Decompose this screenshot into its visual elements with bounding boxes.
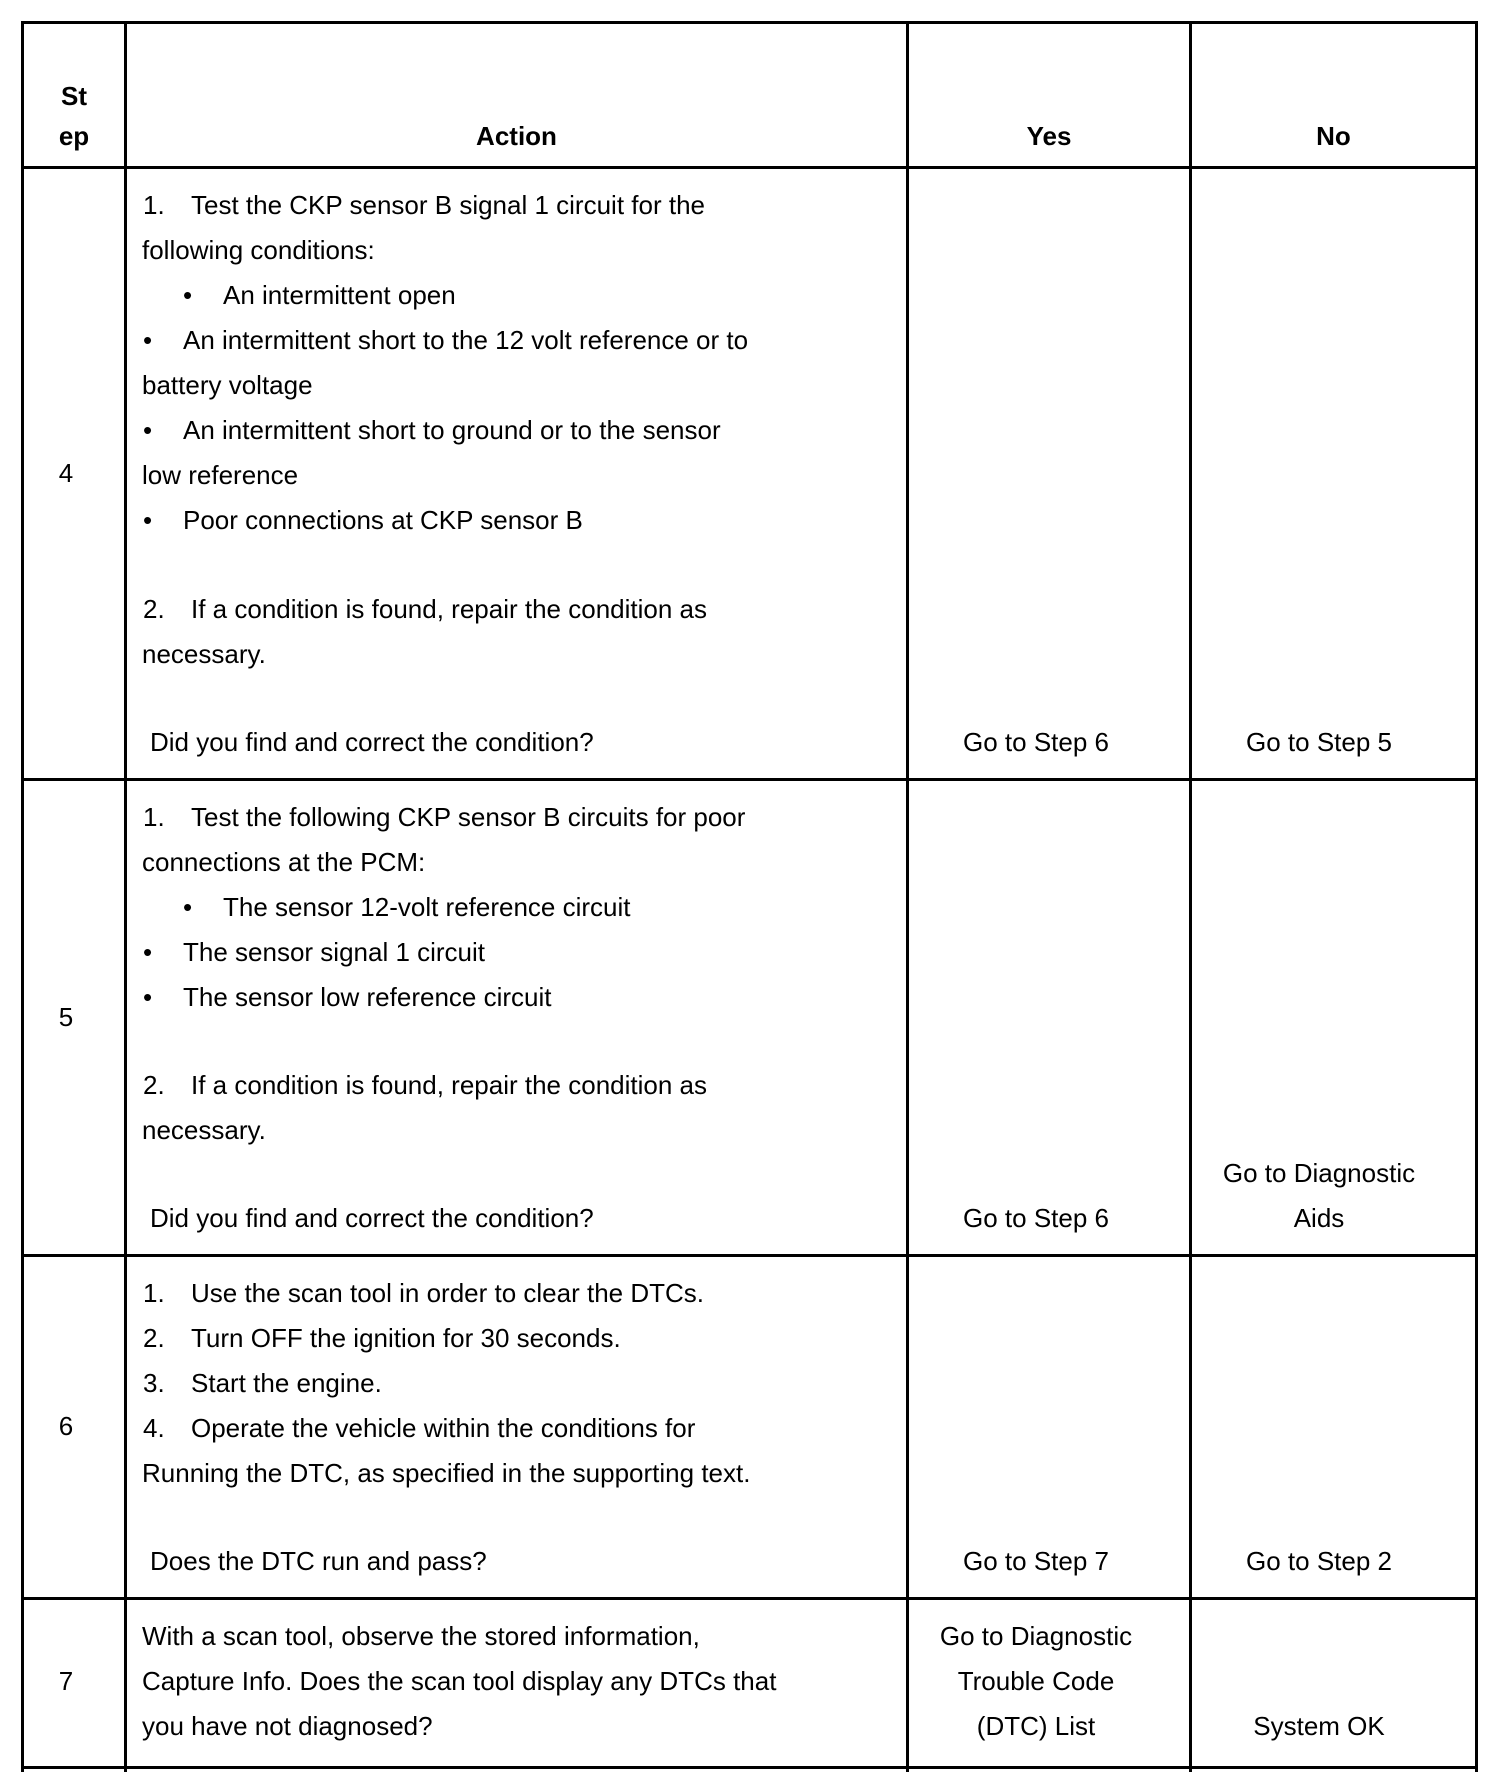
action-item-cont: Running the DTC, as specified in the supporting text.	[142, 1458, 751, 1488]
action-item-2-cont: necessary.	[142, 1115, 266, 1145]
item-number: 4.	[143, 1413, 165, 1443]
item-number: 1.	[143, 802, 165, 832]
action-item	[143, 1316, 621, 1361]
no-result: Go to Step 5	[1246, 727, 1392, 757]
bullet-item-cont: battery voltage	[142, 370, 313, 400]
column-divider-yes	[1189, 21, 1192, 1772]
action-item	[143, 1271, 704, 1316]
no-result	[1192, 1151, 1446, 1241]
bullet-item-cont: low reference	[142, 460, 299, 490]
action-item	[143, 1406, 695, 1451]
action-question: Did you find and correct the condition?	[150, 727, 594, 757]
step-number: 6	[58, 1411, 74, 1441]
yes-result-line1: Go to Diagnostic	[939, 1621, 1133, 1651]
row-divider-5-6	[21, 1254, 1478, 1257]
item-number: 1.	[143, 190, 165, 220]
action-line: With a scan tool, observe the stored information,	[142, 1621, 700, 1651]
bullet-item: • An intermittent open	[183, 273, 456, 318]
action-line: you have not diagnosed?	[142, 1711, 433, 1741]
action-item-1-cont: following conditions:	[142, 235, 375, 265]
action-item	[143, 1361, 382, 1406]
header-step	[24, 76, 124, 156]
no-result: System OK	[1253, 1711, 1385, 1741]
column-divider-action	[906, 21, 909, 1772]
table-border-right	[1475, 21, 1478, 1772]
item-number: 3.	[143, 1368, 165, 1398]
item-text: Start the engine.	[191, 1368, 382, 1398]
no-result-line1: Go to Diagnostic	[1222, 1158, 1416, 1188]
action-line: Capture Info. Does the scan tool display any DTCs that	[142, 1666, 777, 1696]
item-number: 2.	[143, 594, 165, 624]
action-question: Does the DTC run and pass?	[150, 1546, 487, 1576]
header-yes: Yes	[1026, 121, 1072, 151]
bullet-item: • The sensor 12-volt reference circuit	[183, 885, 631, 930]
bullet-item: • An intermittent short to ground or to the sensor	[143, 408, 721, 453]
header-step-line1: St	[61, 81, 87, 111]
header-no: No	[1316, 121, 1351, 151]
bullet-item: • The sensor signal 1 circuit	[143, 930, 485, 975]
item-text: If a condition is found, repair the condition as	[191, 594, 707, 624]
item-number: 2.	[143, 1070, 165, 1100]
item-text: Test the following CKP sensor B circuits for poor	[191, 802, 746, 832]
yes-result-line3: (DTC) List	[976, 1711, 1096, 1741]
action-item-1	[143, 183, 705, 228]
action-item-1-cont: connections at the PCM:	[142, 847, 426, 877]
item-text: Operate the vehicle within the conditions for	[191, 1413, 696, 1443]
item-text: Turn OFF the ignition for 30 seconds.	[191, 1323, 621, 1353]
header-step-line2: ep	[58, 121, 90, 151]
row-divider-4-5	[21, 778, 1478, 781]
action-item-2	[143, 587, 707, 632]
item-number: 1.	[143, 1278, 165, 1308]
yes-result: Go to Step 7	[963, 1546, 1109, 1576]
bullet-item: • An intermittent short to the 12 volt reference or to	[143, 318, 748, 363]
yes-result-line2: Trouble Code	[957, 1666, 1115, 1696]
yes-result	[909, 1614, 1163, 1749]
action-item-2-cont: necessary.	[142, 639, 266, 669]
step-number: 5	[58, 1002, 74, 1032]
header-action: Action	[476, 121, 557, 151]
column-divider-step	[124, 21, 127, 1772]
yes-result: Go to Step 6	[963, 727, 1109, 757]
row-divider-6-7	[21, 1597, 1478, 1600]
step-number: 7	[58, 1666, 74, 1696]
bullet-item: • The sensor low reference circuit	[143, 975, 551, 1020]
step-number: 4	[58, 458, 74, 488]
table-border-bottom	[21, 1766, 1478, 1769]
item-text: Use the scan tool in order to clear the DTCs.	[191, 1278, 705, 1308]
item-number: 2.	[143, 1323, 165, 1353]
yes-result: Go to Step 6	[963, 1203, 1109, 1233]
item-text: If a condition is found, repair the condition as	[191, 1070, 707, 1100]
no-result-line2: Aids	[1293, 1203, 1345, 1233]
bullet-item: • Poor connections at CKP sensor B	[143, 498, 583, 543]
header-divider	[21, 166, 1478, 169]
table-border-top	[21, 21, 1478, 24]
action-item-2	[143, 1063, 707, 1108]
table-border-left	[21, 21, 24, 1772]
item-text: Test the CKP sensor B signal 1 circuit for the	[191, 190, 705, 220]
action-question: Did you find and correct the condition?	[150, 1203, 594, 1233]
no-result: Go to Step 2	[1246, 1546, 1392, 1576]
action-item-1	[143, 795, 745, 840]
